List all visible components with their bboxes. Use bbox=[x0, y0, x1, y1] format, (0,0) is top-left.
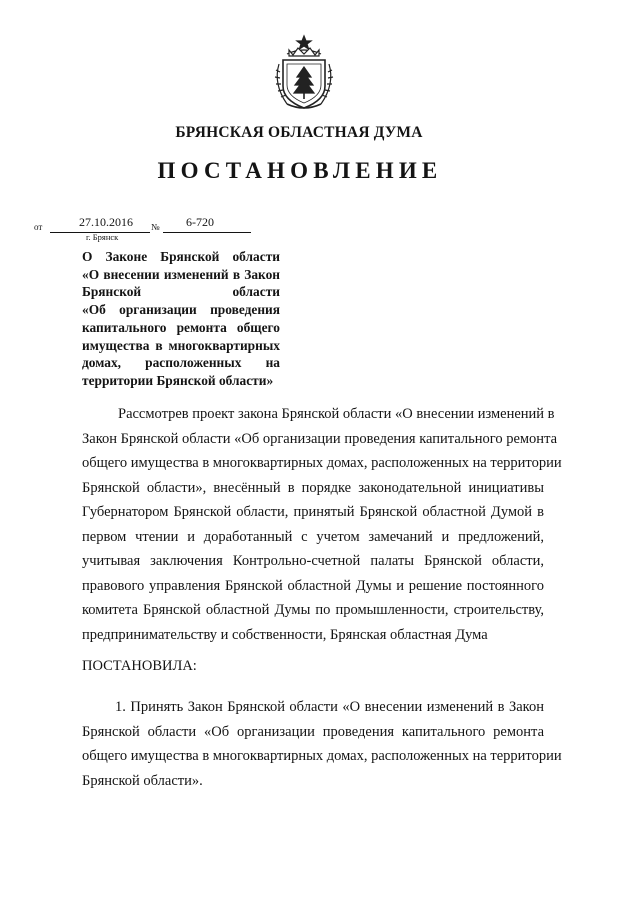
date-label: от bbox=[34, 222, 43, 232]
subject-line: капитального ремонта общего bbox=[82, 319, 280, 335]
paragraph-line: Брянской области «Об организации проведения капитального ремонта bbox=[82, 723, 544, 740]
subject-line: «О внесении изменений в Закон bbox=[82, 266, 280, 282]
organization-name: БРЯНСКАЯ ОБЛАСТНАЯ ДУМА bbox=[175, 124, 423, 141]
subject-line: Брянской области bbox=[82, 284, 280, 300]
paragraph-line: Губернатором Брянской области, принятый Брянской областной Думой в bbox=[82, 504, 544, 520]
paragraph-line: общего имущества в многоквартирных домах, расположенных на территории bbox=[82, 455, 562, 471]
subject-line: О Законе Брянской области bbox=[82, 249, 280, 264]
document-subject bbox=[82, 248, 280, 390]
subject-line: «Об организации проведения bbox=[82, 302, 280, 318]
decree-heading: ПОСТАНОВИЛА: bbox=[82, 658, 197, 674]
document-type-title: ПОСТАНОВЛЕНИЕ bbox=[157, 158, 443, 183]
paragraph-line: общего имущества в многоквартирных домах, расположенных на территории bbox=[82, 748, 562, 764]
coat-of-arms-emblem bbox=[269, 34, 339, 112]
paragraph-line: Брянской области». bbox=[82, 772, 203, 789]
subject-line: территории Брянской области» bbox=[82, 372, 274, 388]
subject-line: имущества в многоквартирных bbox=[82, 337, 280, 353]
document-number: 6-720 bbox=[186, 215, 214, 229]
document-date: 27.10.2016 bbox=[79, 215, 133, 229]
paragraph-line: Брянской области», внесённый в порядке законодательной инициативы bbox=[82, 479, 544, 496]
paragraph-line: Рассмотрев проект закона Брянской области «О внесении изменений в bbox=[118, 406, 555, 422]
paragraph-line: учитывая заключения Контрольно-счетной палаты Брянской области, bbox=[82, 553, 544, 569]
paragraph-line: комитета Брянской областной Думы по промышленности, строительству, bbox=[82, 602, 544, 618]
decision-item-1 bbox=[82, 695, 562, 793]
paragraph-line: 1. Принять Закон Брянской области «О внесении изменений в Закон bbox=[115, 699, 544, 715]
city-label: г. Брянск bbox=[86, 232, 119, 242]
number-underline bbox=[163, 232, 251, 233]
preamble-paragraph bbox=[82, 402, 562, 647]
paragraph-line: правового управления Брянской областной Думы и решение постоянного bbox=[82, 577, 544, 594]
paragraph-line: Закон Брянской области «Об организации проведения капитального ремонта bbox=[82, 430, 558, 447]
paragraph-line: предпринимательству и собственности, Брянская областная Дума bbox=[82, 626, 488, 643]
paragraph-line: первом чтении и доработанный с учетом замечаний и предложений, bbox=[82, 528, 544, 545]
subject-line: домах, расположенных на bbox=[82, 355, 280, 371]
number-label: № bbox=[151, 222, 160, 232]
